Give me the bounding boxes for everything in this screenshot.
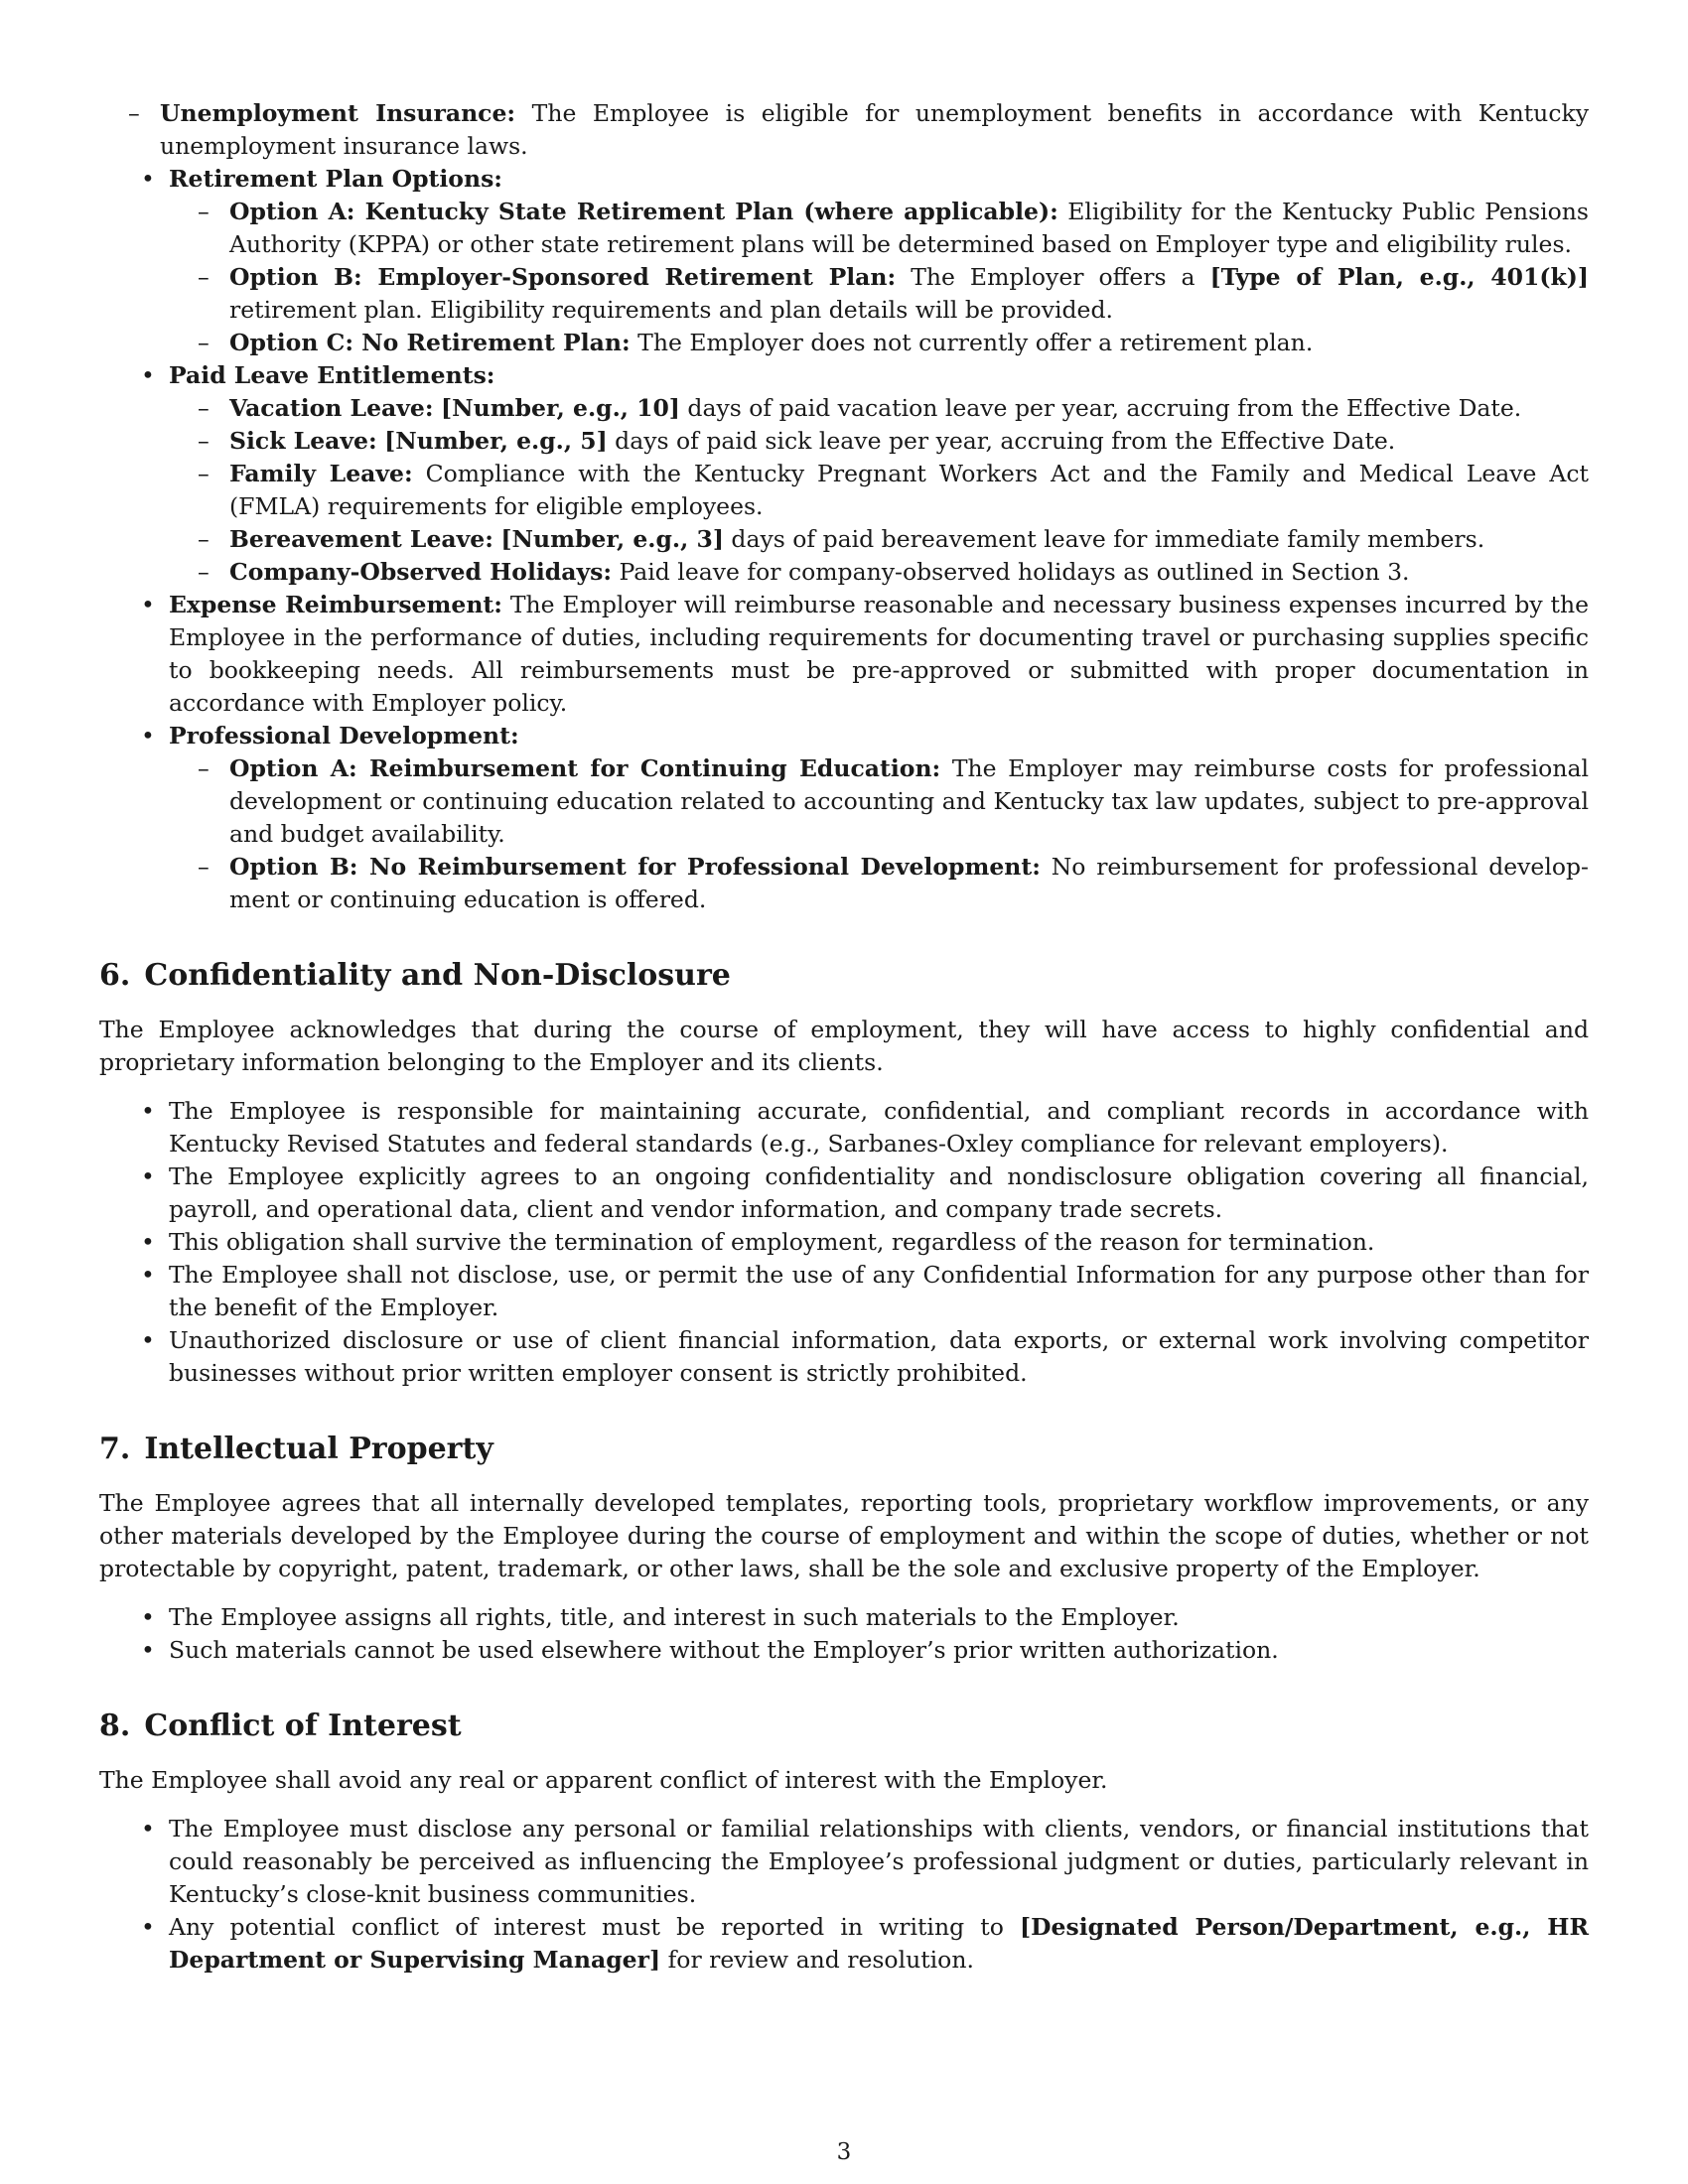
- section-title: Intellectual Property: [144, 1432, 493, 1466]
- item-text: Eligibility for the Kentucky Public Pensions Authority (KPPA) or other state retirement plans will be determined based on Employer type and eligibility rules.: [229, 198, 1589, 258]
- item-label: Option A: Reimbursement for Continuing Education:: [229, 754, 941, 782]
- item-label: Expense Reimbursement:: [169, 591, 502, 618]
- section-title: Conflict of Interest: [144, 1708, 462, 1743]
- list-item: [169, 458, 1589, 523]
- list-item: [99, 97, 1589, 163]
- list-item: • Such materials cannot be used elsewhere without the Employer’s prior written authorization.: [99, 1634, 1589, 1667]
- item-label: Company-Observed Holidays:: [229, 558, 613, 586]
- section-heading-6: [99, 958, 1589, 994]
- list-item: • This obligation shall survive the termination of employment, regardless of the reason for termination.: [99, 1226, 1589, 1259]
- list-item-retirement: [99, 163, 1589, 359]
- list-item-expense: [99, 589, 1589, 720]
- section-7-bullets: [99, 1601, 1589, 1667]
- section-intro: The Employee shall avoid any real or apparent conflict of interest with the Employer.: [99, 1766, 1108, 1794]
- document-page: [99, 97, 1589, 1977]
- item-text: days of paid bereavement leave for immediate family members.: [731, 525, 1485, 553]
- item-label: Bereavement Leave:: [229, 525, 493, 553]
- item-text: Paid leave for company-observed holidays as outlined in Section 3.: [619, 558, 1410, 586]
- placeholder-field: [Designated Person/Department, e.g., HR Department or Supervising Manager]: [169, 1913, 1589, 1974]
- placeholder-field: [Number, e.g., 3]: [500, 525, 724, 553]
- section-intro: The Employee acknowledges that during the course of employment, they will have access to highly confidential and proprietary information belonging to the Employer and its clients.: [99, 1016, 1589, 1076]
- item-text: The Employer offers a: [911, 263, 1196, 291]
- section-heading-8: [99, 1708, 1589, 1744]
- list-item: • The Employee assigns all rights, title, and interest in such materials to the Employer.: [99, 1601, 1589, 1634]
- list-item: [99, 1911, 1589, 1977]
- section-number: 8.: [99, 1708, 131, 1743]
- item-label: Paid Leave Entitlements:: [169, 361, 495, 389]
- list-item: [169, 261, 1589, 327]
- benefits-list: [99, 163, 1589, 916]
- list-item: [169, 327, 1589, 359]
- item-label: Family Leave:: [229, 460, 413, 487]
- item-label: Professional Development:: [169, 722, 519, 750]
- list-item: [169, 523, 1589, 556]
- item-text: The Employer does not currently offer a retirement plan.: [637, 329, 1314, 356]
- placeholder-field: [Number, e.g., 10]: [441, 394, 680, 422]
- item-text: days of paid sick leave per year, accruing from the Effective Date.: [615, 427, 1396, 455]
- item-text: The Employee is eligible for unemployment benefits in accordance with Kentucky unemployment insurance laws.: [160, 99, 1589, 160]
- list-item: • The Employee must disclose any personal or familial relationships with clients, vendors, or financial institutions that could reasonably be perceived as influencing the Employee’s professional judgment or duties, particularly relevant in Kentucky’s close-knit business communities.: [99, 1813, 1589, 1911]
- paid-leave-sublist: [169, 392, 1589, 589]
- section-8-bullets: [99, 1813, 1589, 1977]
- item-label: Option C: No Retirement Plan:: [229, 329, 631, 356]
- item-text: The Employer may reimburse costs for professional development or continuing education related to accounting and Kentucky tax law updates, subject to pre-approval and budget availability.: [229, 754, 1589, 848]
- list-item-paid-leave: [99, 359, 1589, 589]
- item-text: retirement plan. Eligibility requirements and plan details will be provided.: [229, 296, 1113, 324]
- list-item-professional-development: [99, 720, 1589, 916]
- item-label: Vacation Leave:: [229, 394, 434, 422]
- list-item: [169, 851, 1589, 916]
- item-label: Option B: No Reimbursement for Professional Development:: [229, 853, 1041, 881]
- item-text: The Employer will reimburse reasonable and necessary business expenses incurred by the Employee in the performance of duties, including requirements for documenting travel or purchasing supplies specific to bookkeeping needs. All reimbursements must be pre-approved or submitted with proper documentation in accordance with Employer policy.: [169, 591, 1589, 717]
- item-label: Option B: Employer-Sponsored Retirement Plan:: [229, 263, 897, 291]
- section-heading-7: [99, 1432, 1589, 1467]
- item-text: Any potential conflict of interest must be reported in writing to: [169, 1913, 1004, 1941]
- list-item: • The Employee explicitly agrees to an ongoing confidentiality and nondisclosure obligation covering all financial, payroll, and operational data, client and vendor information, and company trade secrets.: [99, 1160, 1589, 1226]
- item-label: Unemployment Insurance:: [160, 99, 516, 127]
- list-item: • Unauthorized disclosure or use of client financial information, data exports, or external work involving competitor businesses without prior written employer consent is strictly prohibited.: [99, 1324, 1589, 1390]
- list-item: [169, 392, 1589, 425]
- list-item: [169, 196, 1589, 261]
- section-number: 7.: [99, 1432, 131, 1466]
- continued-sublist: [99, 97, 1589, 163]
- list-item: [169, 752, 1589, 851]
- list-item: • The Employee shall not disclose, use, or permit the use of any Confidential Information for any purpose other than for the benefit of the Employer.: [99, 1259, 1589, 1324]
- retirement-sublist: [169, 196, 1589, 359]
- item-text: for review and resolution.: [667, 1946, 974, 1974]
- placeholder-field: [Number, e.g., 5]: [384, 427, 608, 455]
- section-intro: The Employee agrees that all internally developed templates, reporting tools, proprietary workflow improvements, or any other materials developed by the Employee during the course of employment and within the scope of duties, whether or not protectable by copyright, patent, trademark, or other laws, shall be the sole and exclusive property of the Employer.: [99, 1489, 1589, 1582]
- item-label: Option A: Kentucky State Retirement Plan (where applicable):: [229, 198, 1058, 225]
- list-item: [169, 425, 1589, 458]
- section-number: 6.: [99, 958, 131, 993]
- list-item: [169, 556, 1589, 589]
- item-text: days of paid vacation leave per year, accruing from the Effective Date.: [687, 394, 1522, 422]
- item-text: Compliance with the Kentucky Pregnant Workers Act and the Family and Medical Leave Act (FMLA) requirements for eligible employees.: [229, 460, 1589, 520]
- item-text: No reimbursement for professional develop-ment or continuing education is offered.: [229, 853, 1589, 913]
- section-title: Confidentiality and Non-Disclosure: [144, 958, 731, 993]
- item-label: Retirement Plan Options:: [169, 165, 502, 193]
- page-number: 3: [836, 2139, 852, 2165]
- list-item: • The Employee is responsible for maintaining accurate, confidential, and compliant records in accordance with Kentucky Revised Statutes and federal standards (e.g., Sarbanes-Oxley compliance for relevant employers).: [99, 1095, 1589, 1160]
- section-6-bullets: [99, 1095, 1589, 1390]
- professional-development-sublist: [169, 752, 1589, 916]
- item-label: Sick Leave:: [229, 427, 377, 455]
- placeholder-field: [Type of Plan, e.g., 401(k)]: [1209, 263, 1589, 291]
